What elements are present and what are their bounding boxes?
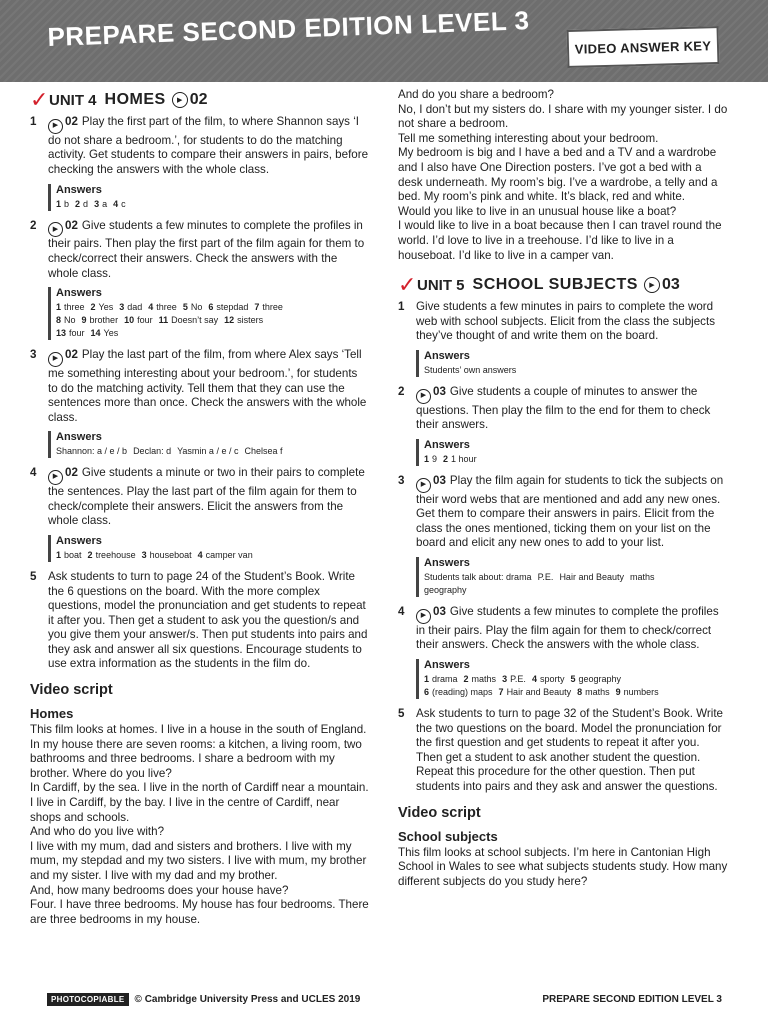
answer-text: Doesn’t say — [171, 315, 219, 326]
right-column — [398, 88, 728, 889]
answers-line — [424, 673, 728, 686]
answer-number: 4 — [197, 549, 203, 560]
answer-number: 7 — [254, 302, 260, 313]
answer — [142, 550, 192, 560]
answer — [502, 674, 526, 684]
answer-text: dad — [127, 302, 143, 313]
answers-line — [56, 301, 370, 314]
answer — [538, 572, 554, 582]
play-icon: ▶ — [48, 119, 63, 134]
answer — [224, 315, 263, 325]
answer-text: Students’ own answers — [424, 364, 517, 375]
answers-line — [424, 453, 728, 466]
video-code: 02 — [65, 218, 78, 232]
video-script-subtitle: School subjects — [398, 828, 498, 844]
instruction-text: Ask students to turn to page 24 of the Student’s Book. Write the 6 questions on the board. With the more complex questions, model the pronunciation and get students to repeat it after you. Then get a student to ask you the question/s and you give them your answer/s. Then put students into pairs and they ask and answer all six questions. Encourage students to use extra information as the students in the film do. — [48, 569, 368, 671]
answer-number: 6 — [424, 687, 430, 698]
answer-number: 3 — [141, 549, 147, 560]
video-code: 03 — [661, 276, 680, 294]
answer-number: 5 — [182, 302, 188, 313]
answer-text: camper van — [205, 549, 253, 560]
exercise-body — [48, 348, 370, 425]
answer — [244, 446, 282, 456]
answer — [94, 199, 107, 209]
answer — [254, 302, 283, 312]
answer-text: brother — [89, 315, 119, 326]
exercise-item — [398, 707, 728, 795]
exercise-instructions — [416, 707, 728, 795]
exercise-item — [30, 570, 370, 672]
answer — [208, 302, 248, 312]
answer — [424, 687, 493, 697]
answer-text: 9 — [432, 453, 438, 464]
exercise-number: 5 — [30, 569, 37, 583]
answer-text: geography — [578, 674, 622, 685]
answer-text: Students talk about: drama — [424, 572, 532, 583]
answer — [424, 674, 458, 684]
answer — [443, 454, 477, 464]
answer-number: 8 — [56, 315, 62, 326]
answer — [56, 302, 85, 312]
answer — [424, 572, 532, 582]
play-icon: ▶ — [416, 478, 431, 493]
answer-text: three — [262, 302, 283, 313]
answers-box — [416, 659, 728, 699]
answers-line — [424, 686, 728, 699]
answer-number: 10 — [124, 315, 135, 326]
answer-number: 12 — [224, 315, 235, 326]
instruction-text: Give students a few minutes to complete the profiles in their pairs. Play the film again for them to check/correct their answers. Check the answers with the whole class. — [416, 605, 719, 652]
answer-text: No — [64, 315, 76, 326]
unit-5-heading — [398, 273, 728, 297]
answer-text: a — [102, 198, 108, 209]
answer-text: sisters — [237, 315, 264, 326]
exercise-number: 1 — [398, 300, 405, 314]
answer-number: 13 — [56, 328, 67, 339]
answer-text: treehouse — [95, 549, 136, 560]
video-script-text: This film looks at school subjects. I’m here in Cantonian High School in Wales to see what subjects students study. How many different subjects do you study here? — [398, 845, 728, 888]
answers-heading: Answers — [56, 534, 102, 547]
unit-label: UNIT 4 — [49, 91, 97, 109]
answers-line — [424, 364, 728, 377]
unit-4-heading — [30, 88, 370, 112]
photocopiable-label: PHOTOCOPIABLE — [47, 993, 129, 1006]
left-column — [30, 88, 370, 927]
exercise-instructions — [416, 300, 728, 344]
answer-text: houseboat — [149, 549, 192, 560]
answer — [56, 328, 85, 338]
tick-icon: ✓ — [398, 272, 417, 298]
answer-number: 9 — [615, 687, 621, 698]
exercise-instructions — [416, 385, 728, 433]
answer — [56, 446, 127, 456]
exercise-body — [416, 707, 728, 795]
video-script-continued: And do you share a bedroom? No, I don’t but my sisters do. I share with my younger sister. I do not share a bedroom. Tell me something interesting about your bedroom. My bedroom is big and I have a bed and a TV and a wardrobe and I also have One Direction posters. I’ve got a bed with a desk underneath. My room’s big. I’ve a wardrobe, a telly and a bed. My room’s pink and white. It’s black, red and white. Would you like to live in an unusual house like a boat? I would like to live in a boat because then I can travel round the world. I’d love to live in a treehouse. I’d like to live in a houseboat. I’d like to live in a camper van. — [398, 88, 728, 262]
exercise-instructions — [48, 219, 370, 282]
answer-number: 14 — [90, 328, 101, 339]
answer-number: 3 — [502, 674, 508, 685]
answer — [616, 687, 659, 697]
exercise-number: 2 — [398, 384, 405, 398]
unit-topic: HOMES — [104, 91, 166, 108]
answer — [177, 446, 238, 456]
unit-label: UNIT 5 — [417, 276, 465, 294]
answer-text: maths — [629, 572, 655, 583]
unit-5-items — [398, 300, 728, 794]
answer-text: three — [64, 302, 85, 313]
exercise-number: 1 — [30, 115, 37, 128]
answer — [464, 674, 497, 684]
answer-text: stepdad — [216, 302, 249, 313]
exercise-number: 4 — [30, 466, 37, 480]
instruction-text: Give students a couple of minutes to answer the questions. Then play the film to the end for them to check their answers. — [416, 384, 711, 432]
answer-text: (reading) maps — [432, 687, 493, 698]
answer-number: 3 — [119, 302, 125, 313]
instruction-text: Play the last part of the film, from where Alex says ‘Tell me something interesting about your bedroom.’, for students to do the matching activity. Tell them that they can use the sentences more than once. Check the answers with the whole class. — [48, 348, 367, 424]
answer-text: Declan: d — [133, 446, 172, 457]
tick-icon: ✓ — [30, 87, 49, 112]
answer-number: 1 — [56, 198, 62, 209]
answer — [532, 674, 565, 684]
answers-heading: Answers — [424, 349, 470, 362]
answers-line — [424, 571, 728, 584]
answers-box — [48, 287, 370, 340]
answer-number: 2 — [90, 302, 96, 313]
exercise-body — [416, 300, 728, 344]
answer-text: maths — [471, 674, 497, 685]
exercise-body — [48, 570, 370, 672]
answer-text: Hair and Beauty — [559, 572, 624, 583]
copyright-text: © Cambridge University Press and UCLES 2019 — [134, 993, 361, 1005]
exercise-instructions — [48, 466, 370, 529]
answer-number: 2 — [75, 198, 81, 209]
answer-number: 4 — [531, 674, 537, 685]
answers-box — [48, 535, 370, 562]
exercise-instructions — [48, 115, 370, 178]
answer-number: 9 — [81, 315, 87, 326]
answer-number: 2 — [463, 674, 469, 685]
answer — [124, 315, 153, 325]
video-code: 03 — [433, 384, 446, 398]
unit-4-items — [30, 115, 370, 672]
answer — [630, 572, 655, 582]
answers-line — [56, 549, 370, 562]
video-script-subtitle: Homes — [30, 706, 74, 722]
answers-heading: Answers — [56, 287, 102, 300]
play-icon: ▶ — [48, 222, 63, 237]
video-code: 02 — [189, 91, 208, 108]
answer — [75, 199, 88, 209]
exercise-item — [398, 300, 728, 344]
answer-text: d — [83, 198, 89, 209]
answer-number: 2 — [443, 453, 449, 464]
answer — [56, 550, 82, 560]
exercise-item — [30, 348, 370, 425]
answer-number: 7 — [498, 687, 504, 698]
exercise-item — [398, 605, 728, 653]
exercise-body — [48, 219, 370, 282]
answer-text: Yes — [103, 328, 119, 339]
answer-text: three — [156, 302, 177, 313]
page-footer — [47, 991, 722, 1007]
answer-text: P.E. — [537, 572, 554, 583]
answer — [56, 199, 69, 209]
video-code: 03 — [433, 473, 446, 487]
answers-heading: Answers — [56, 183, 102, 196]
answer — [82, 315, 119, 325]
answer — [424, 585, 467, 595]
answer-number: 1 — [56, 549, 62, 560]
answers-heading: Answers — [56, 431, 102, 444]
answer — [159, 315, 219, 325]
answer-text: Chelsea f — [244, 446, 283, 457]
video-code: 02 — [65, 466, 78, 480]
answer-number: 1 — [424, 674, 430, 685]
answer — [56, 315, 76, 325]
header-title: PREPARE SECOND EDITION LEVEL 3 — [47, 5, 530, 52]
answer — [119, 302, 142, 312]
video-script-text: This film looks at homes. I live in a house in the south of England. In my house there are seven rooms: a kitchen, a living room, two bathrooms and three bedrooms. I share a bedroom with my brother. Where do you live? In Cardiff, by the sea. I live in the north of Cardiff near a mountain. I live in Cardiff, by the bay. I live in the centre of Cardiff, near shops and schools. And who do you live with? I live with my mum, dad and sisters and brothers. I live with my mum, my stepdad and my two sisters. I live with mum, my brother and my sister. I live with my dad and my brother. And, how many bedrooms does your house have? Four. I have three bedrooms. My house has four bedrooms. There are three bedrooms in my house. — [30, 723, 369, 926]
answer — [499, 687, 572, 697]
answer — [577, 687, 610, 697]
exercise-item — [30, 466, 370, 529]
answers-box — [416, 439, 728, 466]
page-header — [0, 0, 768, 82]
video-script-title: Video script — [398, 804, 481, 821]
footer-right: PREPARE SECOND EDITION LEVEL 3 — [542, 993, 722, 1005]
answers-box — [416, 557, 728, 597]
answer — [88, 550, 136, 560]
exercise-instructions — [48, 570, 370, 672]
answer-number: 3 — [94, 198, 100, 209]
answer-text: Yasmin a / e / c — [177, 446, 239, 457]
exercise-instructions — [416, 605, 728, 653]
answer-text: Hair and Beauty — [506, 687, 572, 698]
exercise-body — [48, 466, 370, 529]
answer-text: numbers — [623, 687, 659, 698]
answer — [424, 365, 516, 375]
answer-number: 4 — [113, 198, 119, 209]
exercise-number: 2 — [30, 218, 37, 232]
play-icon: ▶ — [644, 277, 660, 293]
answer — [570, 674, 621, 684]
video-answer-key-badge: VIDEO ANSWER KEY — [567, 26, 720, 68]
instruction-text: Give students a few minutes in pairs to complete the word web with school subjects. Elicit from the class the subjects they’ve thought of and write them on the board. — [416, 300, 715, 343]
answers-line — [424, 584, 728, 597]
answers-line — [56, 445, 370, 458]
answer — [91, 302, 114, 312]
answer-number: 1 — [424, 453, 430, 464]
answer-text: b — [64, 198, 70, 209]
answer-text: Shannon: a / e / b — [56, 446, 128, 457]
exercise-body — [416, 605, 728, 653]
video-code: 03 — [433, 605, 446, 619]
answer-number: 1 — [56, 302, 62, 313]
exercise-item — [30, 219, 370, 282]
answers-box — [48, 184, 370, 211]
instruction-text: Ask students to turn to page 32 of the Student’s Book. Write the two questions on the board. Model the pronunciation for the first question and get students to repeat it after you. Then get a student to ask another student the question. Repeat this procedure for the other question. Then put students into pairs and they ask and answer the questions. — [416, 707, 723, 794]
video-script-title: Video script — [30, 682, 113, 699]
answers-line — [56, 327, 370, 340]
video-code: 02 — [65, 348, 78, 362]
instruction-text: Play the first part of the film, to where Shannon says ‘I do not share a bedroom.’, for students to do the matching activity. Get students to compare their answers in pairs, before checking the answers with the whole class. — [48, 115, 369, 176]
answer-text: four — [137, 315, 153, 326]
footer-left — [47, 993, 360, 1006]
play-icon: ▶ — [48, 470, 63, 485]
answer-text: four — [69, 328, 85, 339]
answer — [559, 572, 624, 582]
answer-text: No — [190, 302, 203, 313]
answers-heading: Answers — [424, 557, 470, 570]
play-icon: ▶ — [416, 609, 431, 624]
answer — [198, 550, 253, 560]
answer — [133, 446, 171, 456]
exercise-instructions — [416, 474, 728, 551]
answer-text: geography — [424, 585, 467, 596]
answer — [424, 454, 437, 464]
instruction-text: Give students a few minutes to complete the profiles in their pairs. Then play the first part of the film again for them to check/correct their answers. Check the answers with the whole class. — [48, 218, 365, 280]
play-icon: ▶ — [48, 352, 63, 367]
exercise-body — [416, 474, 728, 551]
instruction-text: Play the film again for students to tick the subjects on their word webs that are mentioned and add any new ones. Get them to compare their answers in pairs. Elicit from the class the ones mentioned, ticking them on your list on the board and elicit any new ones to add to your list. — [416, 473, 724, 550]
answer-number: 2 — [87, 549, 93, 560]
answer-text: boat — [64, 549, 82, 560]
answer — [91, 328, 119, 338]
instruction-text: Give students a minute or two in their pairs to complete the sentences. Play the last part of the film again for them to check/complete their answers. Elicit the answers from the whole class. — [48, 466, 365, 528]
answers-box — [416, 350, 728, 377]
answer-text: P.E. — [510, 674, 526, 685]
answer-number: 8 — [577, 687, 583, 698]
exercise-number: 5 — [398, 707, 405, 721]
answers-heading: Answers — [424, 438, 470, 451]
answer-number: 11 — [158, 315, 169, 326]
exercise-item — [398, 385, 728, 433]
answer-text: drama — [432, 674, 458, 685]
play-icon: ▶ — [172, 92, 188, 108]
answer — [183, 302, 203, 312]
answer-number: 6 — [208, 302, 214, 313]
answers-heading: Answers — [424, 659, 470, 672]
exercise-item — [30, 115, 370, 178]
exercise-item — [398, 474, 728, 551]
exercise-instructions — [48, 348, 370, 425]
exercise-body — [48, 115, 370, 178]
video-code: 02 — [65, 115, 78, 128]
answer — [148, 302, 177, 312]
answer — [113, 199, 126, 209]
exercise-body — [416, 385, 728, 433]
answer-text: 1 hour — [451, 453, 477, 464]
exercise-number: 3 — [30, 348, 37, 362]
unit-topic: SCHOOL SUBJECTS — [472, 276, 638, 294]
answer-text: Yes — [98, 302, 114, 313]
exercise-number: 4 — [398, 605, 405, 619]
answer-number: 4 — [148, 302, 154, 313]
answer-text: c — [121, 198, 126, 209]
answers-box — [48, 431, 370, 458]
answers-line — [56, 198, 370, 211]
play-icon: ▶ — [416, 389, 431, 404]
answers-line — [56, 314, 370, 327]
answer-text: maths — [585, 687, 610, 698]
answer-number: 5 — [570, 674, 576, 685]
answer-text: sporty — [539, 674, 565, 685]
exercise-number: 3 — [398, 473, 405, 487]
